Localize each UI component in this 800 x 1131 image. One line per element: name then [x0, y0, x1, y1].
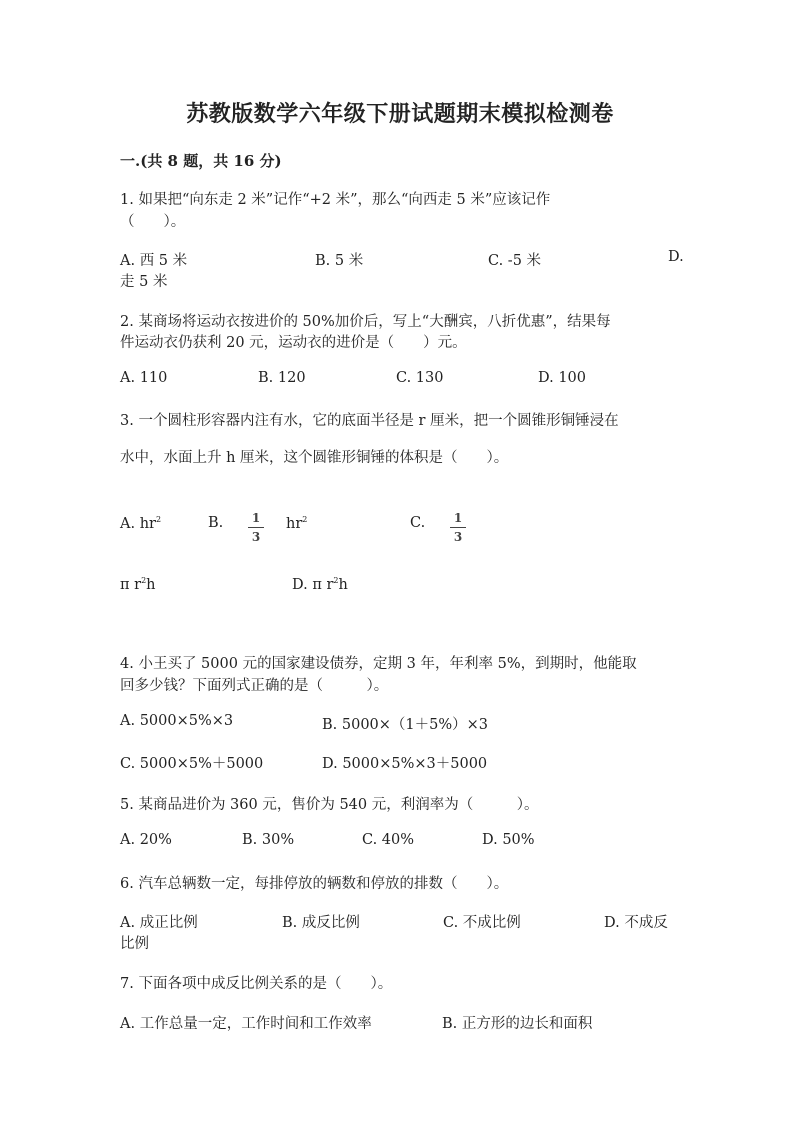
q6-option-c: C. 不成比例 [443, 915, 521, 931]
q6-option-d-cont: 比例 [120, 936, 149, 952]
q5-stem-line1: 5. 某商品进价为 360 元，售价为 540 元，利润率为（ ）。 [120, 797, 539, 813]
q2-stem-line2: 件运动衣仍获利 20 元，运动衣的进价是（ ）元。 [120, 335, 467, 351]
q5-option-c: C. 40% [362, 832, 415, 848]
q3-option-c-cont: π $r^2h$ [120, 576, 156, 593]
q7-stem-line1: 7. 下面各项中成反比例关系的是（ ）。 [120, 976, 393, 992]
q3-option-b: $hr^2$ [286, 515, 308, 532]
q4-option-a: A. 5000×5%×3 [120, 713, 234, 729]
q5-option-a: A. 20% [120, 832, 172, 848]
q6-option-b: B. 成反比例 [282, 915, 360, 931]
q1-option-c: C. -5 米 [488, 253, 542, 269]
q3-option-b-fraction: 1 3 [248, 511, 264, 544]
q5-option-d: D. 50% [482, 832, 535, 848]
q5-option-b: B. 30% [242, 832, 295, 848]
q3-stem-line2: 水中，水面上升 h 厘米，这个圆锥形铜锤的体积是（ ）。 [120, 450, 509, 466]
q3-option-c-label: C. [410, 515, 426, 531]
q1-option-d: D. [668, 249, 684, 265]
page-title: 苏教版数学六年级下册试题期末模拟检测卷 [186, 101, 614, 127]
q6-stem-line1: 6. 汽车总辆数一定，每排停放的辆数和停放的排数（ ）。 [120, 876, 509, 892]
q2-option-d: D. 100 [538, 370, 587, 386]
q7-option-b: B. 正方形的边长和面积 [442, 1016, 593, 1032]
q1-stem-line2: （ ）。 [120, 214, 186, 230]
q2-stem-line1: 2. 某商场将运动衣按进价的 50%加价后，写上“大酬宾，八折优惠”，结果每 [120, 314, 611, 330]
q3-option-c-fraction: 1 3 [450, 511, 466, 544]
q2-option-b: B. 120 [258, 370, 306, 386]
q3-option-d: D. π $r^2h$ [292, 576, 348, 593]
q4-option-c: C. 5000×5%＋5000 [120, 756, 264, 772]
q6-option-a: A. 成正比例 [120, 915, 198, 931]
section-heading: 一.(共 8 题，共 16 分) [120, 152, 282, 170]
q1-option-a: A. 西 5 米 [120, 253, 188, 269]
q3-stem-line1: 3. 一个圆柱形容器内注有水，它的底面半径是 r 厘米，把一个圆锥形铜锤浸在 [120, 413, 619, 429]
q7-option-a: A. 工作总量一定，工作时间和工作效率 [120, 1016, 372, 1032]
q4-option-d: D. 5000×5%×3＋5000 [322, 756, 488, 772]
q6-option-d: D. 不成反 [604, 915, 668, 931]
q1-stem-line1: 1. 如果把“向东走 2 米”记作“+2 米”，那么“向西走 5 米”应该记作 [120, 192, 551, 208]
q4-stem-line1: 4. 小王买了 5000 元的国家建设债券，定期 3 年，年利率 5%，到期时，他能取 [120, 656, 637, 672]
q3-option-b-label: B. [208, 515, 224, 531]
q1-option-b: B. 5 米 [315, 253, 364, 269]
q1-option-d-cont: 走 5 米 [120, 274, 168, 290]
q4-option-b: B. 5000×（1＋5%）×3 [322, 717, 489, 733]
q3-option-a: A. $hr^2$ [120, 515, 162, 532]
q2-option-a: A. 110 [120, 370, 168, 386]
q4-stem-line2: 回多少钱？下面列式正确的是（ ）。 [120, 678, 389, 694]
q2-option-c: C. 130 [396, 370, 444, 386]
